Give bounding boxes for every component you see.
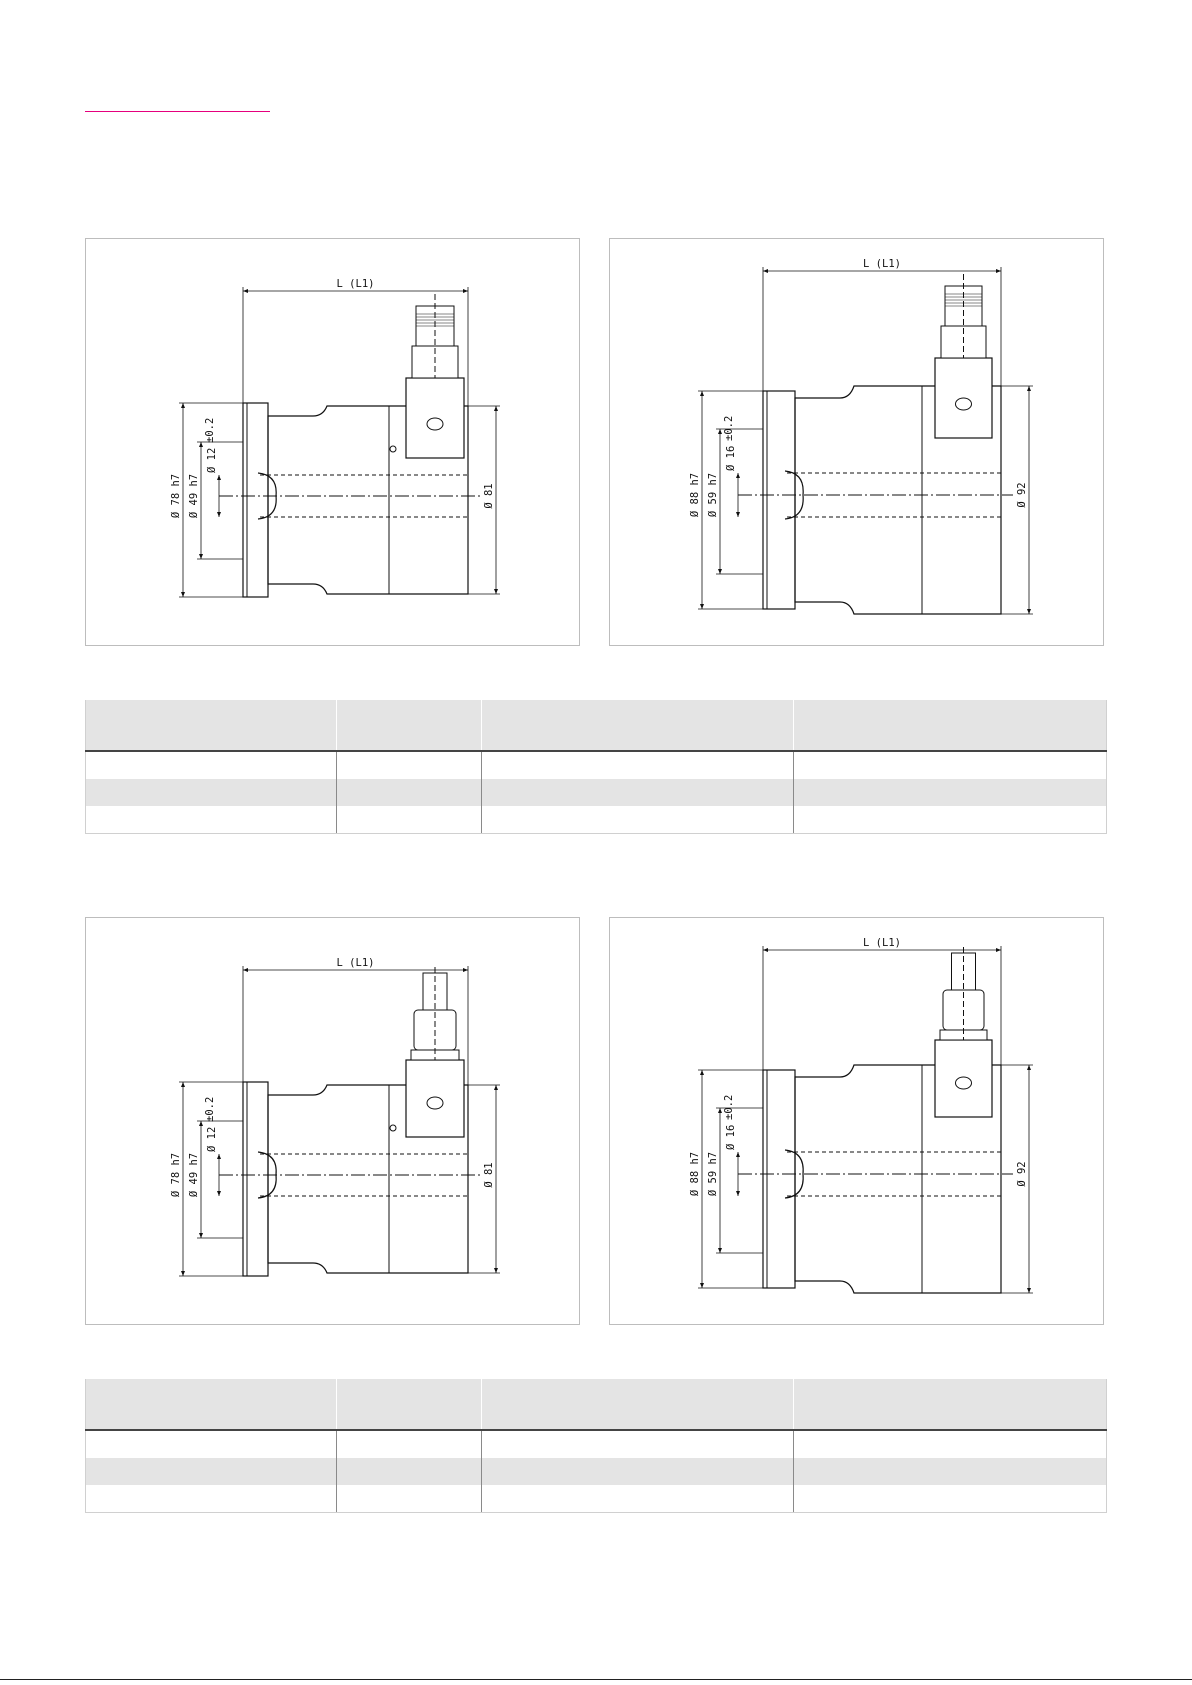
- length-dimension-label: L (L1): [336, 278, 375, 290]
- table-cell: [86, 779, 337, 806]
- table-cell: [337, 1458, 482, 1485]
- outer-diameter-label: Ø 88 h7: [689, 472, 701, 518]
- inner-diameter-label: Ø 59 h7: [707, 472, 719, 518]
- dimension-arrow: [718, 569, 722, 574]
- table-header-cell: [794, 1379, 1107, 1430]
- dimension-arrow: [243, 968, 248, 972]
- dimension-arrow: [181, 1082, 185, 1087]
- table-header-cell: [337, 700, 482, 751]
- table-cell: [482, 806, 794, 834]
- length-dimension-label: L (L1): [863, 258, 901, 270]
- dimension-arrow: [181, 592, 185, 597]
- dimension-arrow: [217, 1154, 221, 1159]
- dimension-arrow: [199, 442, 203, 447]
- table-cell: [794, 779, 1107, 806]
- dimension-arrow: [494, 589, 498, 594]
- body-diameter-label: Ø 92: [1016, 482, 1028, 508]
- hole-diameter-label: Ø 16: [725, 1124, 737, 1150]
- drawing-panel-2: [609, 238, 1104, 646]
- inner-diameter-label: Ø 59 h7: [707, 1151, 719, 1197]
- body-diameter-label: Ø 81: [483, 483, 495, 509]
- flange-outline: [763, 1070, 795, 1288]
- drawing-panel-1: [85, 238, 580, 646]
- table-cell: [337, 806, 482, 834]
- dimension-arrow: [718, 1108, 722, 1113]
- technical-drawing: [86, 918, 581, 1326]
- accent-rule: [85, 111, 270, 112]
- dimension-arrow: [494, 1085, 498, 1090]
- table-cell: [482, 1458, 794, 1485]
- drawing-geometry: [689, 258, 1033, 614]
- length-dimension-label: L (L1): [863, 937, 901, 949]
- table-header-row: [86, 1379, 1107, 1430]
- dimension-arrow: [1027, 386, 1031, 391]
- dimension-arrow: [700, 1283, 704, 1288]
- hole-diameter-label: Ø 12: [206, 447, 218, 473]
- dimension-arrow: [199, 1121, 203, 1126]
- table-header-cell: [482, 1379, 794, 1430]
- dimension-arrow: [996, 269, 1001, 273]
- table-cell: [337, 779, 482, 806]
- table-cell: [482, 1430, 794, 1458]
- table-cell: [794, 1458, 1107, 1485]
- table-header-cell: [794, 700, 1107, 751]
- table-header-row: [86, 700, 1107, 751]
- table-cell: [482, 751, 794, 779]
- dimension-arrow: [736, 1191, 740, 1196]
- table-cell: [337, 1485, 482, 1513]
- table-cell: [337, 751, 482, 779]
- dimension-arrow: [181, 403, 185, 408]
- body-diameter-label: Ø 92: [1016, 1161, 1028, 1187]
- dimension-arrow: [1027, 1065, 1031, 1070]
- dimension-arrow: [494, 1268, 498, 1273]
- table-cell: [86, 1458, 337, 1485]
- dimension-arrow: [736, 512, 740, 517]
- dimension-arrow: [494, 406, 498, 411]
- table-cell: [794, 806, 1107, 834]
- table-row: [86, 1430, 1107, 1458]
- hole-tolerance-label: ±0.2: [723, 1094, 735, 1120]
- drawing-panel-4: [609, 917, 1104, 1325]
- table-cell: [482, 1485, 794, 1513]
- dimension-arrow: [736, 1152, 740, 1157]
- outer-diameter-label: Ø 88 h7: [689, 1151, 701, 1197]
- drawing-geometry: [689, 937, 1033, 1293]
- table-row: [86, 806, 1107, 834]
- dimension-arrow: [736, 473, 740, 478]
- dimension-arrow: [996, 948, 1001, 952]
- hole-tolerance-label: ±0.2: [204, 1096, 216, 1122]
- table-cell: [794, 1485, 1107, 1513]
- flange-outline: [763, 391, 795, 609]
- dimension-arrow: [217, 512, 221, 517]
- hole-diameter-label: Ø 16: [725, 445, 737, 471]
- table-row: [86, 1458, 1107, 1485]
- grub-screw: [390, 1125, 396, 1131]
- inner-diameter-label: Ø 49 h7: [188, 1152, 200, 1198]
- dimension-arrow: [700, 604, 704, 609]
- dimension-arrow: [700, 1070, 704, 1075]
- table-cell: [86, 806, 337, 834]
- outer-diameter-label: Ø 78 h7: [170, 473, 182, 519]
- spec-table-1: [85, 700, 1107, 834]
- dimension-arrow: [763, 948, 768, 952]
- inner-diameter-label: Ø 49 h7: [188, 473, 200, 519]
- technical-drawing: [610, 239, 1105, 647]
- table-cell: [86, 751, 337, 779]
- technical-drawing: [86, 239, 581, 647]
- table-cell: [86, 1485, 337, 1513]
- dimension-arrow: [463, 289, 468, 293]
- table-header-cell: [86, 1379, 337, 1430]
- hole-tolerance-label: ±0.2: [723, 415, 735, 441]
- table-row: [86, 751, 1107, 779]
- drawing-panel-3: [85, 917, 580, 1325]
- footer-rule: [0, 1679, 1192, 1680]
- length-dimension-label: L (L1): [336, 957, 375, 969]
- dimension-arrow: [199, 554, 203, 559]
- table-cell: [794, 1430, 1107, 1458]
- dimension-arrow: [718, 1248, 722, 1253]
- table-cell: [794, 751, 1107, 779]
- dimension-arrow: [217, 475, 221, 480]
- connector-housing: [406, 1060, 464, 1137]
- table-header-cell: [482, 700, 794, 751]
- grub-screw: [390, 446, 396, 452]
- table-header-cell: [86, 700, 337, 751]
- dimension-arrow: [718, 429, 722, 434]
- outer-diameter-label: Ø 78 h7: [170, 1152, 182, 1198]
- dimension-arrow: [700, 391, 704, 396]
- hole-tolerance-label: ±0.2: [204, 417, 216, 443]
- technical-drawing: [610, 918, 1105, 1326]
- dimension-arrow: [181, 1271, 185, 1276]
- dimension-arrow: [1027, 1288, 1031, 1293]
- table-cell: [337, 1430, 482, 1458]
- dimension-arrow: [463, 968, 468, 972]
- dimension-arrow: [1027, 609, 1031, 614]
- dimension-arrow: [217, 1191, 221, 1196]
- table-row: [86, 1485, 1107, 1513]
- hole-diameter-label: Ø 12: [206, 1126, 218, 1152]
- dimension-arrow: [763, 269, 768, 273]
- connector-housing: [935, 1040, 992, 1117]
- drawing-geometry: [170, 957, 500, 1276]
- table-cell: [482, 779, 794, 806]
- table-row: [86, 779, 1107, 806]
- table-header-cell: [337, 1379, 482, 1430]
- dimension-arrow: [243, 289, 248, 293]
- dimension-arrow: [199, 1233, 203, 1238]
- body-diameter-label: Ø 81: [483, 1162, 495, 1188]
- table-cell: [86, 1430, 337, 1458]
- drawing-geometry: [170, 278, 500, 597]
- spec-table-2: [85, 1379, 1107, 1513]
